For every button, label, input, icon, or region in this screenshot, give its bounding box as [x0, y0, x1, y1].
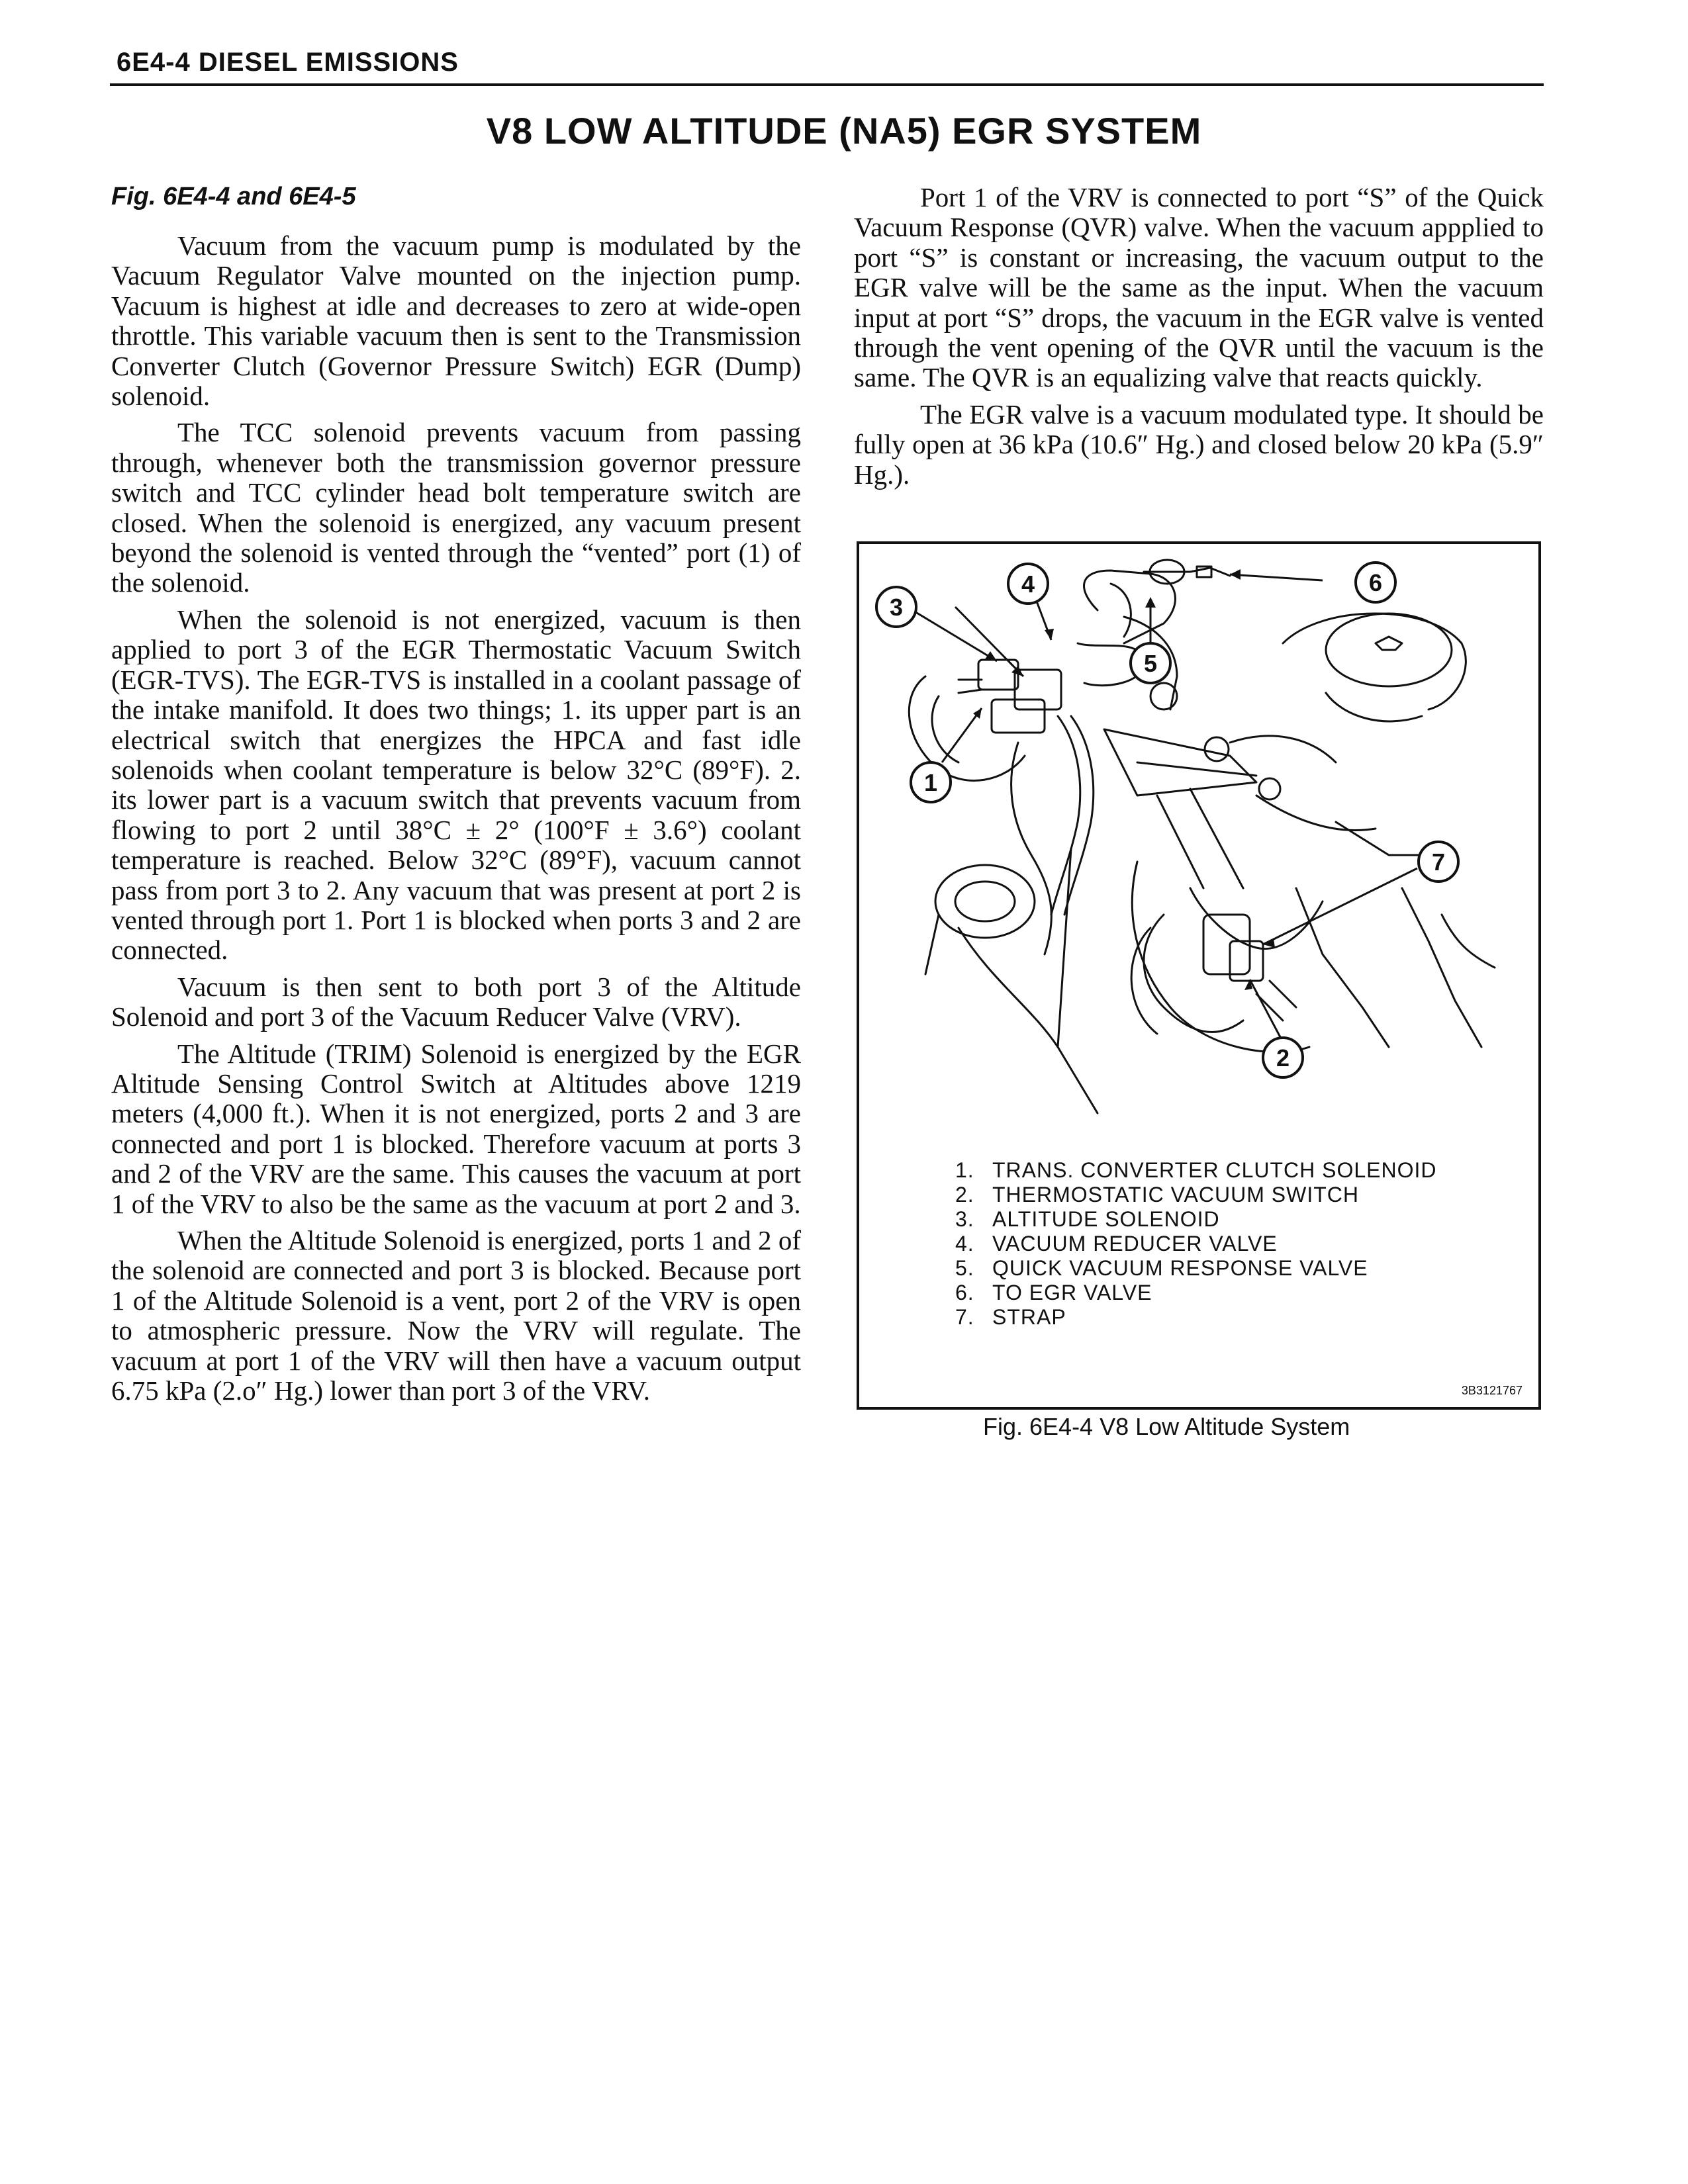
- thermostatic-vacuum-switch: [1203, 915, 1250, 974]
- running-head: 6E4-4 DIESEL EMISSIONS: [117, 48, 459, 77]
- paragraph: Port 1 of the VRV is connected to port “S” of the Quick Vacuum Response (QVR) valve. When the vacuum appplied to port “S” is constant or increasing, the vacuum output to the EGR valve will be the same as the input. When the vacuum input at port “S” drops, the vacuum in the EGR valve is vented through the vent opening of the QVR until the vacuum is the same. The QVR is an equalizing valve that reacts quickly.: [854, 182, 1544, 393]
- callout-3: 3: [889, 594, 904, 621]
- paragraph: Vacuum from the vacuum pump is modulated by the Vacuum Regulator Valve mounted on the injection pump. Vacuum is highest at idle and decreases to zero at wide-open throttle. This variable vacuum then is sent to the Transmission Converter Clutch (Governor Pressure Switch) EGR (Dump) solenoid.: [111, 230, 801, 412]
- figure-caption: Fig. 6E4-4 V8 Low Altitude System: [983, 1413, 1350, 1440]
- paragraph: The EGR valve is a vacuum modulated type. It should be fully open at 36 kPa (10.6″ Hg.) and closed below 20 kPa (5.9″ Hg.).: [854, 398, 1544, 490]
- paragraph: When the Altitude Solenoid is energized, ports 1 and 2 of the solenoid are connected and port 3 is blocked. Because port 1 of the Altitude Solenoid is a vent, port 2 of the VRV is open to atmospheric pressure. Now the VRV will regulate. The vacuum at port 1 of the VRV will then have a vacuum output 6.75 kPa (2.o″ Hg.) lower than port 3 of the VRV.: [111, 1225, 801, 1406]
- callout-2: 2: [1276, 1044, 1290, 1071]
- legend-item: 2. THERMOSTATIC VACUUM SWITCH: [955, 1183, 1359, 1206]
- figure-box: [857, 541, 1541, 1410]
- figure-reference: Fig. 6E4-4 and 6E4-5: [111, 183, 356, 210]
- right-column: [854, 183, 1544, 496]
- engine-block-outline: [1132, 862, 1309, 1052]
- callout-1: 1: [923, 769, 938, 796]
- legend-item: 3. ALTITUDE SOLENOID: [955, 1207, 1220, 1231]
- section-title: V8 LOW ALTITUDE (NA5) EGR SYSTEM: [486, 110, 1202, 152]
- figure-legend: [955, 1158, 1437, 1330]
- legend-item: 5. QUICK VACUUM RESPONSE VALVE: [955, 1256, 1368, 1280]
- callout-7: 7: [1431, 848, 1446, 876]
- legend-item: 4. VACUUM REDUCER VALVE: [955, 1232, 1278, 1255]
- engine-illustration: [859, 544, 1538, 1140]
- left-column: [111, 183, 801, 1412]
- callout-5: 5: [1143, 650, 1158, 677]
- pulley: [935, 865, 1035, 938]
- paragraph: The TCC solenoid prevents vacuum from passing through, whenever both the transmission governor pressure switch and TCC cylinder head bolt temperature switch are closed. When the solenoid is energized, any vacuum present beyond the solenoid is vented through the “vented” port (1) of the solenoid.: [111, 417, 801, 598]
- wire-harness: [1051, 716, 1080, 915]
- paragraph: Vacuum is then sent to both port 3 of the Altitude Solenoid and port 3 of the Vacuum Reducer Valve (VRV).: [111, 971, 801, 1032]
- header-rule: [110, 83, 1544, 86]
- paragraph: The Altitude (TRIM) Solenoid is energized by the EGR Altitude Sensing Control Switch at Altitudes above 1219 meters (4,000 ft.). When it is not energized, ports 2 and 3 are connected and port 1 is blocked. Therefore vacuum at ports 3 and 2 of the VRV are the same. This causes the vacuum at port 1 of the VRV to also be the same as the vacuum at port 2 and 3.: [111, 1038, 801, 1219]
- callout-4: 4: [1021, 570, 1035, 598]
- legend-item: 1. TRANS. CONVERTER CLUTCH SOLENOID: [955, 1158, 1437, 1182]
- paragraph: When the solenoid is not energized, vacuum is then applied to port 3 of the EGR Thermostatic Vacuum Switch (EGR-TVS). The EGR-TVS is installed in a coolant passage of the intake manifold. It does two things; 1. its upper part is an electrical switch that energizes the HPCA and fast idle solenoids when coolant temperature is below 32°C (89°F). 2. its lower part is a vacuum switch that prevents vacuum from flowing to port 2 until 38°C ± 2° (100°F ± 3.6°) coolant temperature is reached. Below 32°C (89°F), vacuum cannot pass from port 3 to 2. Any vacuum that was present at port 2 is vented through port 1. Port 1 is blocked when ports 3 and 2 are connected.: [111, 604, 801, 966]
- figure-id: 3B3121767: [1461, 1384, 1523, 1397]
- legend-item: 6. TO EGR VALVE: [955, 1281, 1152, 1304]
- legend-item: 7. STRAP: [955, 1305, 1066, 1329]
- callout-6: 6: [1368, 569, 1383, 596]
- intake-manifold: [1104, 729, 1256, 796]
